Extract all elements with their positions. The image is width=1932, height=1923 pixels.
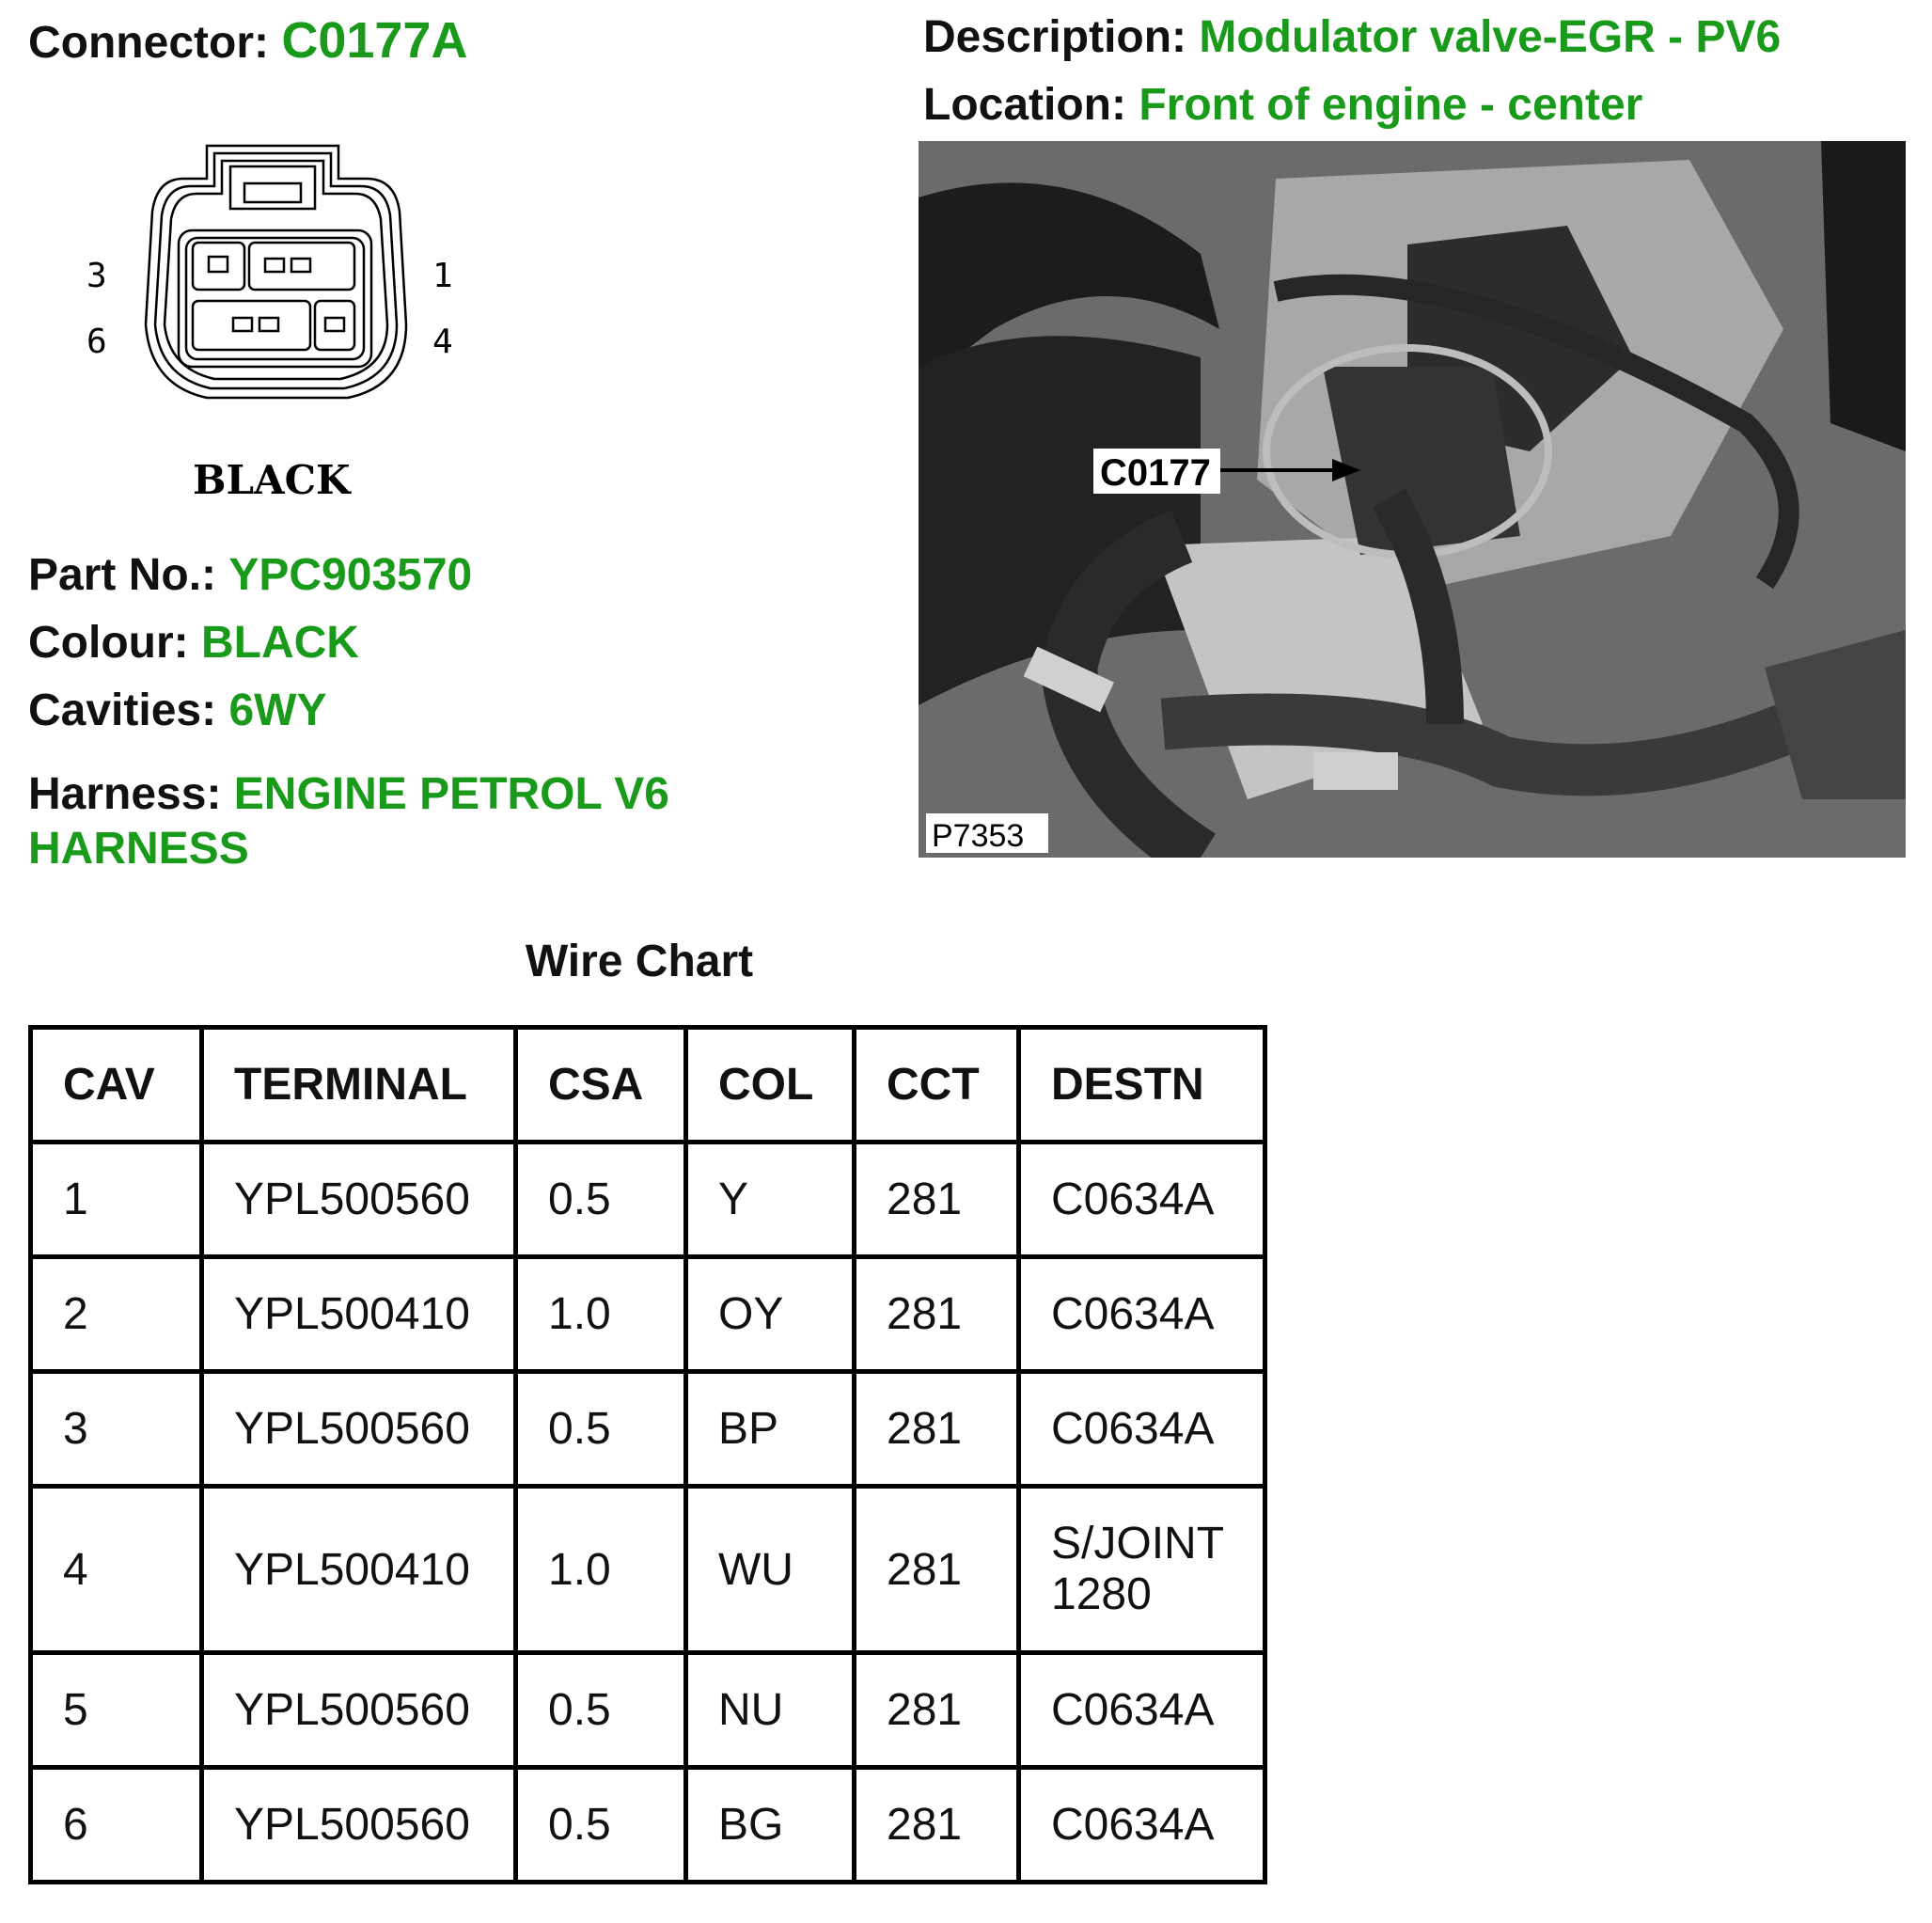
pin-label-3: 3 xyxy=(86,257,107,295)
cell-csa: 1.0 xyxy=(516,1257,686,1372)
header-col: COL xyxy=(686,1028,855,1143)
header-cct: CCT xyxy=(855,1028,1019,1143)
cell-destn-line1: S/JOINT xyxy=(1051,1519,1225,1568)
location-field xyxy=(923,79,1642,131)
connector-value: C0177A xyxy=(281,12,468,69)
cavities-label: Cavities: xyxy=(28,686,217,735)
connector-face-diagram xyxy=(66,136,479,512)
wire-chart-row xyxy=(31,1143,1265,1257)
cell-cct: 281 xyxy=(855,1372,1019,1487)
harness-value-line1: ENGINE PETROL V6 xyxy=(233,769,669,819)
cell-terminal: YPL500410 xyxy=(202,1257,516,1372)
cell-csa: 0.5 xyxy=(516,1372,686,1487)
cell-cav: 5 xyxy=(31,1653,202,1768)
cell-terminal: YPL500560 xyxy=(202,1653,516,1768)
connector-label: Connector: xyxy=(28,18,269,68)
cell-col: BG xyxy=(686,1768,855,1883)
cell-destn-line2: 1280 xyxy=(1051,1569,1152,1619)
pin-label-6: 6 xyxy=(86,323,107,361)
harness-value-line2: HARNESS xyxy=(28,824,249,874)
wire-chart-header-row xyxy=(31,1028,1265,1143)
cell-col: Y xyxy=(686,1143,855,1257)
diagram-caption: BLACK xyxy=(193,457,351,503)
pin-label-4: 4 xyxy=(432,323,453,361)
cavities-value: 6WY xyxy=(228,686,327,735)
header-destn: DESTN xyxy=(1019,1028,1265,1143)
cell-col: OY xyxy=(686,1257,855,1372)
wire-chart-row xyxy=(31,1487,1265,1653)
cell-terminal: YPL500410 xyxy=(202,1487,516,1653)
location-label: Location: xyxy=(923,80,1126,130)
part-no-value: YPC903570 xyxy=(228,550,473,600)
cell-csa: 1.0 xyxy=(516,1487,686,1653)
part-no-label: Part No.: xyxy=(28,550,217,600)
part-no-field xyxy=(28,549,472,601)
description-value: Modulator valve-EGR - PV6 xyxy=(1199,12,1782,62)
header-csa: CSA xyxy=(516,1028,686,1143)
harness-field xyxy=(28,767,669,876)
colour-value: BLACK xyxy=(200,618,359,668)
cell-cav: 4 xyxy=(31,1487,202,1653)
cell-destn: C0634A xyxy=(1019,1143,1265,1257)
cell-col: WU xyxy=(686,1487,855,1653)
photo-code: P7353 xyxy=(932,818,1025,854)
cell-cct: 281 xyxy=(855,1653,1019,1768)
connector-field xyxy=(28,11,467,70)
cell-cav: 6 xyxy=(31,1768,202,1883)
pin-label-1: 1 xyxy=(432,257,453,295)
cell-cav: 3 xyxy=(31,1372,202,1487)
location-value: Front of engine - center xyxy=(1139,80,1643,130)
header-terminal: TERMINAL xyxy=(202,1028,516,1143)
cell-csa: 0.5 xyxy=(516,1768,686,1883)
cell-cct: 281 xyxy=(855,1257,1019,1372)
cell-cct: 281 xyxy=(855,1768,1019,1883)
wire-chart-row xyxy=(31,1372,1265,1487)
wire-chart-row xyxy=(31,1768,1265,1883)
photo-callout-label: C0177 xyxy=(1100,452,1211,494)
wire-chart-title: Wire Chart xyxy=(525,937,754,986)
header-cav: CAV xyxy=(31,1028,202,1143)
cavities-field xyxy=(28,685,326,736)
cell-terminal: YPL500560 xyxy=(202,1372,516,1487)
description-field xyxy=(923,11,1781,63)
cell-terminal: YPL500560 xyxy=(202,1768,516,1883)
cell-destn xyxy=(1019,1487,1265,1653)
colour-field xyxy=(28,617,359,669)
cell-destn: C0634A xyxy=(1019,1372,1265,1487)
cell-destn: C0634A xyxy=(1019,1257,1265,1372)
wire-chart-row xyxy=(31,1653,1265,1768)
description-label: Description: xyxy=(923,12,1187,62)
cell-cav: 2 xyxy=(31,1257,202,1372)
wire-chart-table xyxy=(28,1025,1267,1884)
harness-label: Harness: xyxy=(28,769,222,819)
cell-col: BP xyxy=(686,1372,855,1487)
cell-cav: 1 xyxy=(31,1143,202,1257)
cell-csa: 0.5 xyxy=(516,1653,686,1768)
cell-csa: 0.5 xyxy=(516,1143,686,1257)
engine-photo xyxy=(919,141,1906,858)
cell-cct: 281 xyxy=(855,1487,1019,1653)
cell-col: NU xyxy=(686,1653,855,1768)
cell-terminal: YPL500560 xyxy=(202,1143,516,1257)
wire-chart-row xyxy=(31,1257,1265,1372)
cell-destn: C0634A xyxy=(1019,1768,1265,1883)
cell-destn: C0634A xyxy=(1019,1653,1265,1768)
colour-label: Colour: xyxy=(28,618,189,668)
cell-cct: 281 xyxy=(855,1143,1019,1257)
